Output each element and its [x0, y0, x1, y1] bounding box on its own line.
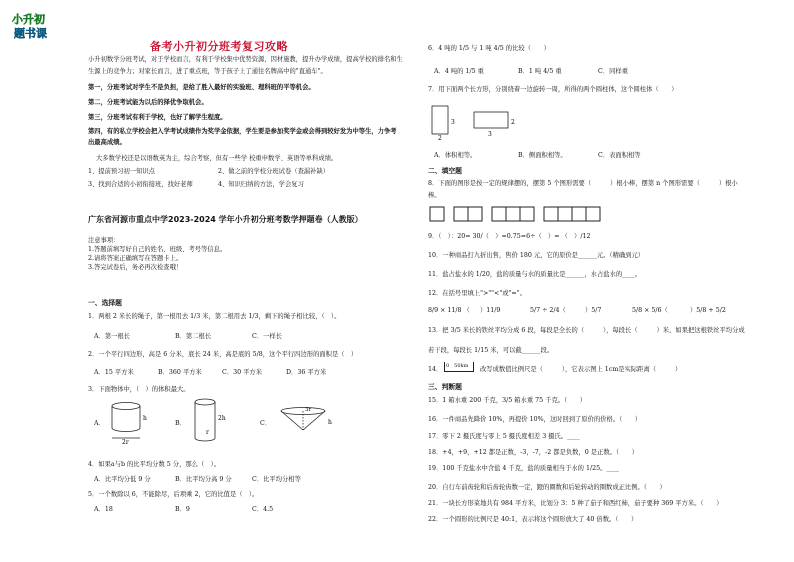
- q3-cone-figure: [278, 406, 338, 436]
- guide-point-3: 第三，分班考试有利于学校，也好了解学生程度。: [88, 114, 227, 121]
- notice-3: 3.答完试卷后，务必再次检查哦！: [88, 264, 183, 271]
- question-19: 19．100 千克盐水中含盐 4 千克，盐的质量相当于水的 1/25。____: [428, 465, 620, 472]
- q8-square-pattern: [428, 204, 620, 224]
- logo: [12, 11, 56, 43]
- guide-point-4: 第四，有的私立学校会把入学考试成绩作为奖学金依据，学生要是参加奖学金或会得到较好发为中等生，力争考: [88, 128, 397, 135]
- notice-1: 1.答题前填写好自己的姓名、班级、考号等信息。: [88, 246, 227, 253]
- q4-option-a: A．比平均分低 9 分: [94, 476, 151, 483]
- question-20: 20．自行车前齿轮和后齿轮齿数一定，蹬的圈数和后轮转动的圈数成正比例。（ ）: [428, 484, 666, 491]
- q7-rectangles-figure: [430, 100, 520, 140]
- q6-option-a: A．4 吨的 1/5 重: [434, 68, 484, 75]
- q12-item-1: 8/9 × 11/8 （: [428, 307, 477, 314]
- question-16: 16．一件商品先降价 10%，再提价 10%，这时回到了原价的价格。（ ）: [428, 416, 642, 423]
- q12-item-2: 5/7 ÷ 2/4（: [530, 307, 573, 314]
- exam-title: 广东省河源市重点中学2023-2024 学年小升初分班考数学押题卷（人教版）: [88, 215, 363, 224]
- question-18: 18．+4，+9，+12 都是正数，-3，-7，-2 都是负数，0 是正数。（ ）: [428, 449, 638, 456]
- q7-rect1-height: 3: [451, 119, 455, 126]
- q12-item-3-rhs: ）5/8 + 5/2: [690, 307, 726, 314]
- q2-option-d: D．36 平方米: [286, 369, 327, 376]
- q3-solids-figure: [100, 398, 260, 446]
- guide-tip-4: 4、知识归纳的方法，学会复习: [218, 181, 304, 188]
- q7-rect2-width: 2: [511, 119, 515, 126]
- q5-option-a: A．18: [94, 506, 113, 513]
- q12-item-3: 5/8 × 5/6（: [632, 307, 675, 314]
- question-14: 14．: [428, 366, 443, 373]
- q3-b-radius-label: r: [206, 429, 209, 436]
- question-2: 2．一个平行四边形，高是 6 分米，底长 24 米，高是底的 5/8，这个平行四边形的面积是（ ）: [88, 351, 358, 358]
- q4-option-b: B．比平均分高 9 分: [175, 476, 232, 483]
- q3-b-height-label: 2h: [218, 415, 226, 422]
- section-judge: 三、判断题: [428, 383, 462, 391]
- q14-scale-label: 0 50km: [446, 363, 469, 369]
- q7-rect2-length: 3: [488, 131, 492, 138]
- section-fill: 二、填空题: [428, 167, 462, 175]
- guide-point-1: 第一，分班考试对学生不是负担，是给了胜入最好的实验班、理科班的平等机会。: [88, 84, 315, 91]
- q3-a-diameter-label: 2r: [122, 439, 129, 446]
- question-11: 11．盐占盐水的 1/20，盐的质量与水的质量比是______，水占盐水的____。: [428, 271, 642, 278]
- notice-2: 2.请将答案正确填写在答题卡上。: [88, 255, 183, 262]
- guide-point-2: 第二，分班考试能为以后的择优争取机会。: [88, 99, 208, 106]
- q2-option-b: B．360 平方米: [158, 369, 202, 376]
- notice-heading: 注意事项：: [88, 237, 120, 244]
- q3-a-height-label: h: [143, 415, 147, 422]
- question-7: 7．用下面两个长方形，分别绕着一边旋转一周，所得的两个圆柱体，这个圆柱体（ ）: [428, 86, 678, 93]
- guide-title: 备考小升初分班考复习攻略: [150, 40, 288, 53]
- question-9: 9．（ ）：20= 30/（ ）=0.75=6÷（ ）= （ ）/12: [428, 233, 591, 240]
- question-1: 1．两根 2 米长的绳子，第一根用去 1/3 米，第二根用去 1/3，剩下的绳子相比较，（ ）。: [88, 313, 341, 320]
- logo-text-bottom: 题书课: [14, 27, 47, 40]
- q5-option-b: B．9: [175, 506, 190, 513]
- question-6: 6．4 吨的 1/5 与 1 吨 4/5 的比较（ ）: [428, 45, 550, 52]
- q7-option-c: C．表面积相等: [598, 152, 641, 159]
- q3-option-b: B．: [175, 420, 186, 427]
- q3-option-c: C．: [260, 420, 272, 427]
- guide-intro-line2: 生源上的竞争力；对家长而言，进了重点班，等于孩子上了通往名牌高中的"直通车"。: [88, 68, 327, 75]
- q2-option-c: C．30 平方米: [222, 369, 263, 376]
- question-8: 8．下面的图形是按一定的规律摆的，摆第 5 个图形需要（ ）根小棒，摆第 n 个图形需要（ ）根小: [428, 180, 738, 187]
- q12-item-1-rhs: ）11/9: [480, 307, 501, 314]
- question-10: 10．一种商品打九折出售，售价 180 元，它的原价是______元。（精确到元）: [428, 252, 645, 259]
- guide-advice: 大多数学校还是以语数英为主，综合考察，但有一些学 校重申数学、英语等单科成绩。: [96, 155, 338, 162]
- q3-c-height-label: h: [328, 419, 332, 426]
- question-21: 21．一块长方形菜地共有 984 平方米，比划分 3：5 种了茄子和西红柿，茄子要种 369 平方米。（ ）: [428, 500, 723, 507]
- question-13-cont: 若干段，每段长 1/15 米，可以截______段。: [428, 347, 554, 354]
- cylinder-b: [195, 399, 215, 441]
- q3-option-a: A．: [94, 420, 105, 427]
- section-choice: 一、选择题: [88, 299, 122, 307]
- question-5: 5．一个数除以 6，不能除尽，后项乘 2，它的比值是（ ）。: [88, 491, 259, 498]
- question-3: 3．下面物体中，（ ）的体积最大。: [88, 386, 190, 393]
- q1-option-c: C．一样长: [252, 333, 283, 340]
- guide-point-4-cont: 出最高成绩。: [88, 139, 126, 146]
- q3-c-radius-label: 3r: [305, 407, 312, 413]
- question-12: 12．在括号里填上">""<"或"="。: [428, 290, 526, 297]
- question-17: 17．零下 2 摄氏度与零上 5 摄氏度相差 3 摄氏。____: [428, 433, 580, 440]
- logo-text-top: 小升初: [12, 13, 45, 26]
- q2-option-a: A．15 平方米: [94, 369, 134, 376]
- guide-tip-1: 1、提前预习初一知识点: [88, 168, 155, 175]
- q12-item-2-rhs: ）5/7: [585, 307, 602, 314]
- question-14-text: 改写成数值比例尺是（ ），它表示图上 1cm是实际距离（ ）: [480, 366, 682, 373]
- q7-option-b: B．侧面积相等。: [518, 152, 567, 159]
- q4-option-c: C．比平均分相等: [252, 476, 301, 483]
- q1-option-a: A．第一根长: [94, 333, 131, 340]
- question-13: 13．把 3/5 米长的铁丝平均分成 6 段，每段是全长的（ ），每段长（ ）米，如果把这根铁丝平均分成: [428, 327, 745, 334]
- question-8-cont: 棒。: [428, 192, 441, 199]
- guide-tip-3: 3、找到合适的小初衔接班，找好老师: [88, 181, 193, 188]
- question-22: 22．一个圆形的比例尺是 40:1，表示将这个圆形放大了 40 倍数。（ ）: [428, 516, 638, 523]
- q1-option-b: B．第二根长: [175, 333, 212, 340]
- q6-option-c: C．同样重: [598, 68, 629, 75]
- question-15: 15．1 箱水重 200 千克，3/5 箱水重 75 千克。（ ）: [428, 397, 587, 404]
- guide-intro-line1: 小升初数学分班考试，对于学校而言，有利于学校集中优势资源，因材施教，提升办学成绩，提高学校的排名和生: [88, 56, 403, 63]
- question-4: 4．如果a与b 的比平均分数 5 分，那么（ ）。: [88, 461, 220, 468]
- q6-option-b: B．1 吨 4/5 重: [518, 68, 562, 75]
- q7-rect1-width: 2: [438, 135, 442, 140]
- cylinder-a: [112, 403, 140, 439]
- q7-option-a: A．体积相等。: [434, 152, 477, 159]
- q5-option-c: C．4.5: [252, 506, 274, 513]
- guide-tip-2: 2、做之前的学校分班试卷（查漏补缺）: [218, 168, 330, 175]
